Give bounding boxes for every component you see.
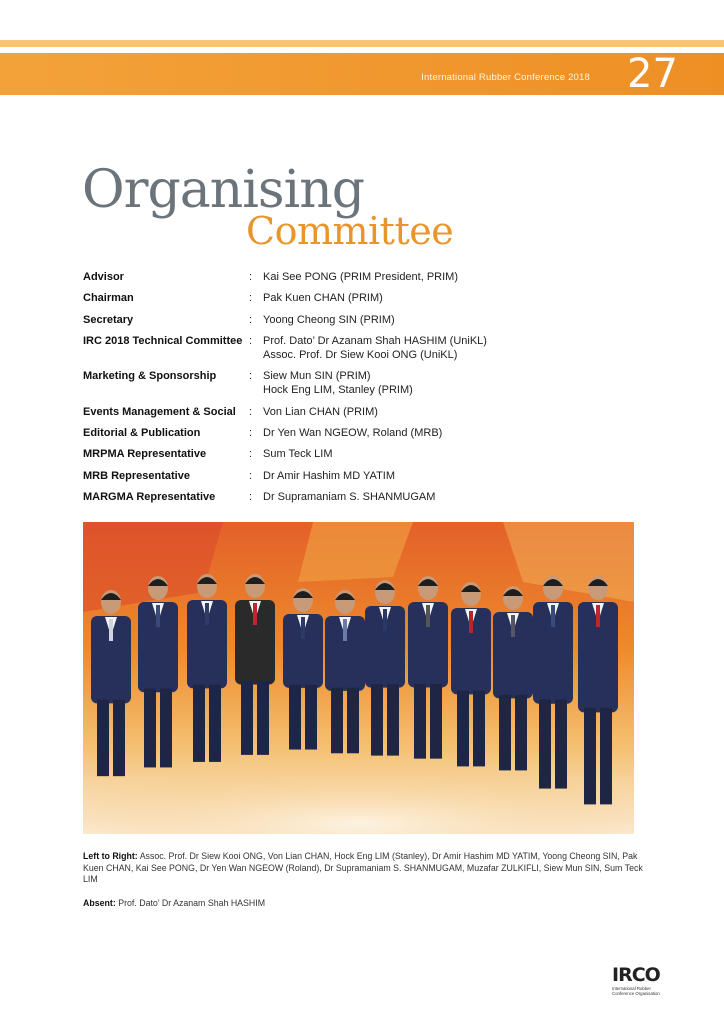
- separator: :: [249, 469, 253, 482]
- separator: :: [249, 370, 253, 383]
- absent-text: Prof. Dato’ Dr Azanam Shah HASHIM: [118, 898, 266, 908]
- committee-member: Yoong Cheong SIN (PRIM): [263, 313, 395, 326]
- caption-label: Left to Right:: [83, 851, 138, 861]
- committee-role: Advisor: [83, 271, 124, 283]
- separator: :: [249, 448, 253, 461]
- person-figure: [235, 574, 275, 755]
- committee-role: Marketing & Sponsorship: [83, 370, 217, 383]
- separator: :: [249, 292, 253, 305]
- separator: :: [249, 427, 253, 440]
- committee-member: Siew Mun SIN (PRIM): [263, 370, 371, 383]
- person-figure: [283, 588, 323, 750]
- committee-row: [83, 490, 643, 511]
- separator: :: [249, 334, 253, 347]
- committee-role: Chairman: [83, 292, 134, 305]
- committee-member: Dr Supramaniam S. SHANMUGAM: [263, 491, 436, 504]
- separator: :: [249, 313, 253, 326]
- photo-caption: [83, 851, 643, 886]
- committee-row: [83, 313, 643, 334]
- committee-row: [83, 447, 643, 468]
- committee-member: Von Lian CHAN (PRIM): [263, 405, 378, 418]
- committee-row: [83, 405, 643, 426]
- page-title-line1: Organising: [82, 160, 364, 220]
- committee-role: Secretary: [83, 313, 134, 326]
- committee-member: Sum Teck LIM: [263, 448, 333, 461]
- committee-member: Kai See PONG (PRIM President, PRIM): [263, 271, 458, 283]
- committee-row: [83, 291, 643, 312]
- separator: :: [249, 491, 253, 504]
- header-band: [0, 53, 724, 95]
- irco-logo: [612, 964, 682, 1004]
- logo-subtitle-line2: Conference Organisation: [612, 991, 660, 996]
- person-figure: [365, 580, 405, 756]
- separator: :: [249, 405, 253, 418]
- committee-role: MRB Representative: [83, 469, 190, 482]
- committee-member: Prof. Dato’ Dr Azanam Shah HASHIM (UniKL): [263, 334, 487, 347]
- committee-row: [83, 369, 643, 405]
- caption-text: Assoc. Prof. Dr Siew Kooi ONG, Von Lian CHAN, Hock Eng LIM (Stanley), Dr Amir Hashim MD YATIM, Yoong Cheong SIN, Pak Kuen CHAN, Kai See PONG, Dr Yen Wan NGEOW (Roland), Dr Supramaniam S. SHANMUGAM, Muzafar ZULKIFLI, Siew Mun SIN, Sum Teck LIM: [83, 851, 643, 884]
- committee-role: MRPMA Representative: [83, 448, 207, 461]
- committee-row: [83, 469, 643, 490]
- header-stripe: [0, 40, 724, 47]
- committee-role: MARGMA Representative: [83, 491, 216, 504]
- separator: :: [249, 271, 253, 283]
- group-photo: [83, 522, 634, 834]
- committee-member: Assoc. Prof. Dr Siew Kooi ONG (UniKL): [263, 348, 458, 361]
- absent-label: Absent:: [83, 898, 116, 908]
- committee-member: Hock Eng LIM, Stanley (PRIM): [263, 384, 413, 397]
- group-photo-illustration: [83, 522, 634, 834]
- conference-name: International Rubber Conference 2018: [421, 72, 590, 83]
- committee-role: Editorial & Publication: [83, 427, 201, 440]
- committee-member: Dr Amir Hashim MD YATIM: [263, 469, 396, 482]
- page-title-line2: Committee: [246, 209, 454, 253]
- committee-member: Pak Kuen CHAN (PRIM): [263, 292, 383, 305]
- committee-row: [83, 426, 643, 447]
- person-figure: [325, 590, 365, 753]
- committee-list: [83, 270, 643, 511]
- logo-wordmark: IRCO: [612, 964, 660, 986]
- logo-subtitle-line1: International Rubber: [612, 986, 651, 991]
- committee-member: Dr Yen Wan NGEOW, Roland (MRB): [263, 427, 443, 440]
- committee-row: [83, 334, 643, 370]
- committee-role: Events Management & Social: [83, 405, 236, 418]
- page-number: 27: [627, 51, 678, 97]
- absent-note: [83, 898, 265, 908]
- committee-row: [83, 270, 643, 291]
- committee-role: IRC 2018 Technical Committee: [83, 334, 243, 347]
- person-figure: [408, 576, 448, 759]
